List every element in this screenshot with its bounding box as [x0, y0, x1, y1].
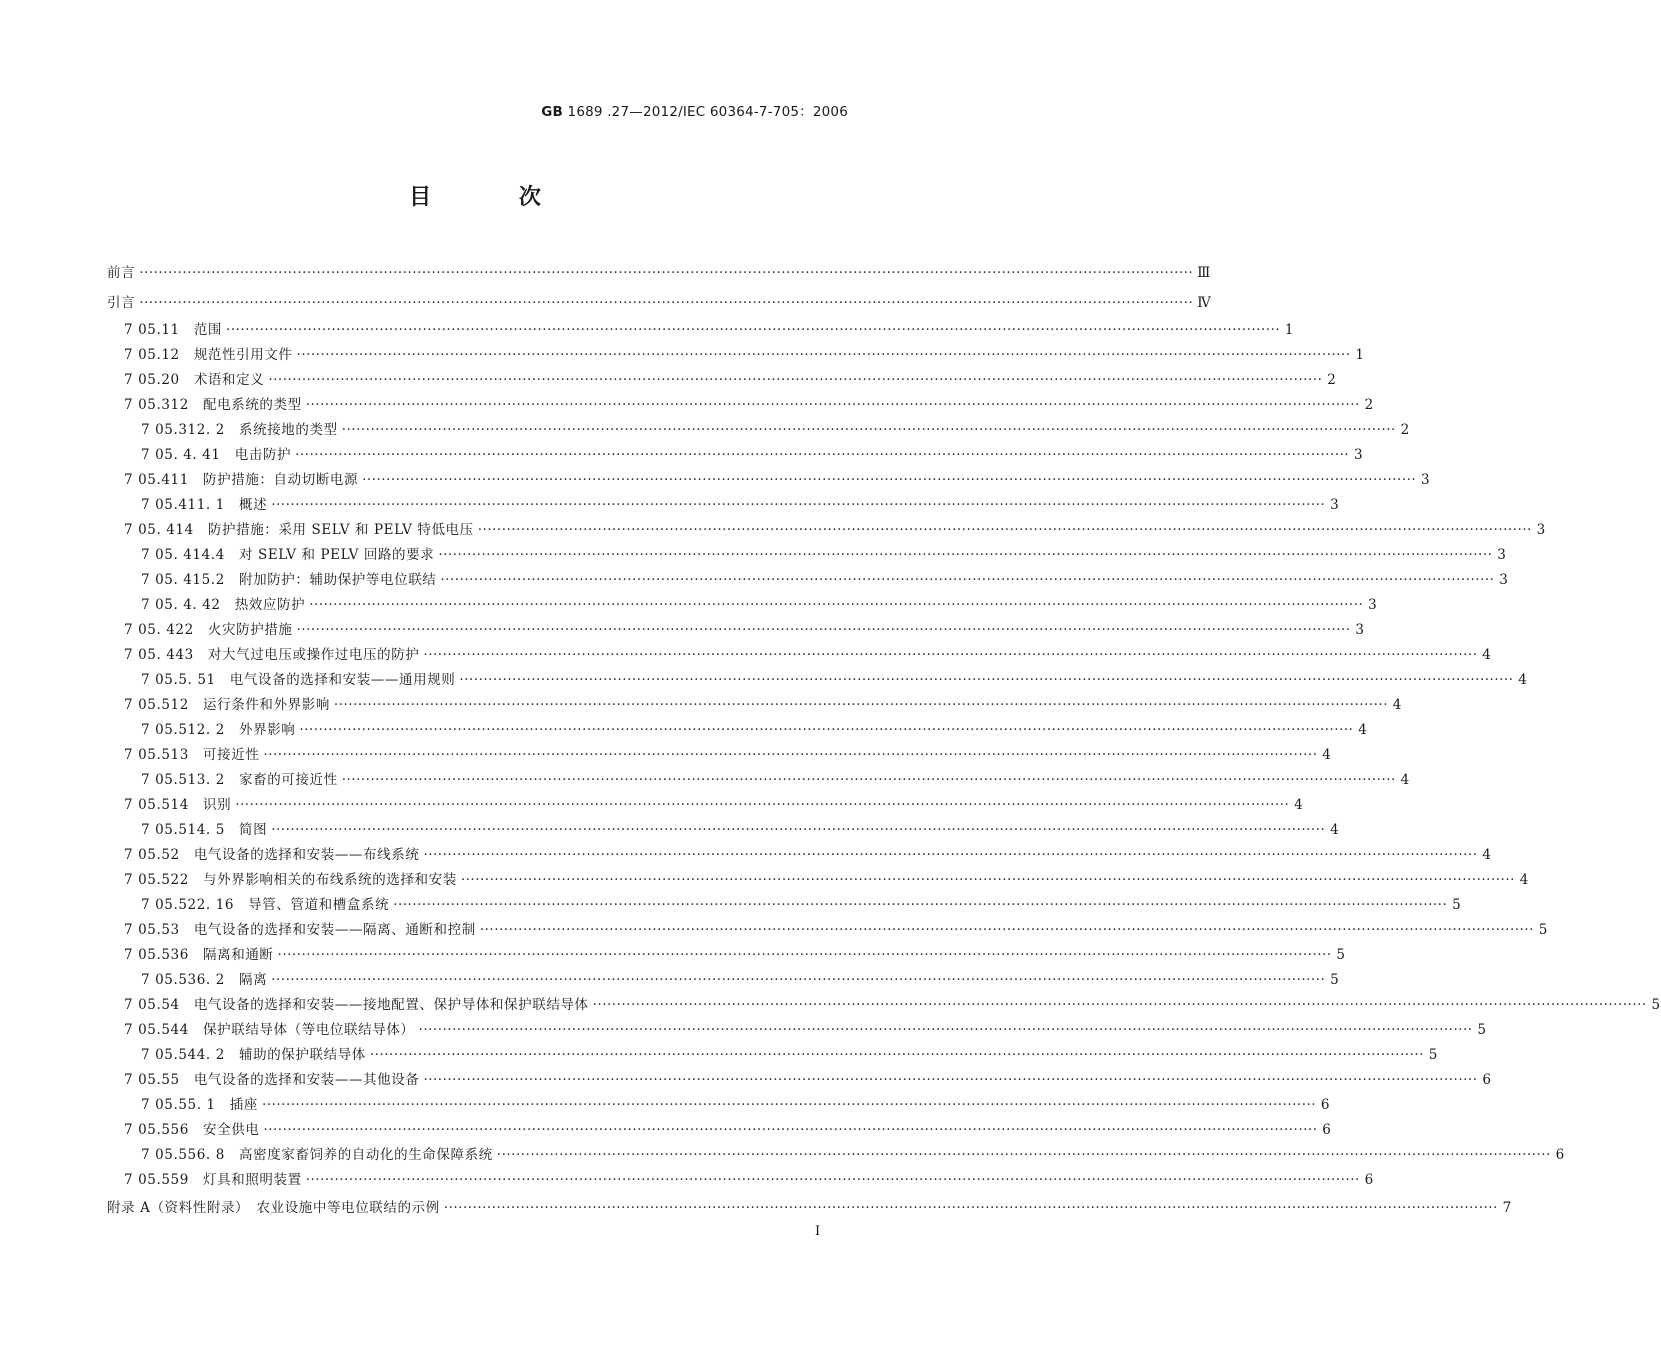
toc-entry[interactable]: [107, 443, 1364, 468]
toc-dot-leader: ····························································································································································································································: [459, 672, 1514, 688]
toc-entry[interactable]: [107, 493, 1340, 518]
toc-entry[interactable]: [107, 868, 1529, 893]
toc-entry[interactable]: [107, 1018, 1487, 1043]
toc-dot-leader: ····························································································································································································································: [309, 597, 1364, 613]
toc-dot-leader: ····························································································································································································································: [263, 747, 1318, 763]
toc-entry-label: 7 05.20 术语和定义: [124, 372, 265, 388]
toc-dot-leader: ····························································································································································································································: [423, 847, 1478, 863]
toc-entry[interactable]: [107, 818, 1340, 843]
toc-entry-page: 1: [1355, 347, 1365, 363]
toc-dot-leader: ····························································································································································································································: [139, 265, 1194, 281]
toc-entry-label: 7 05.411. 1 概述: [141, 497, 268, 513]
toc-title: 目 次: [409, 185, 581, 210]
toc-dot-leader: ····························································································································································································································: [423, 647, 1478, 663]
toc-entry-page: 7: [1502, 1200, 1512, 1216]
toc-entry-page: 4: [1400, 772, 1410, 788]
toc-dot-leader: ····························································································································································································································: [477, 522, 1532, 538]
toc-entry[interactable]: [107, 593, 1378, 618]
toc-entry[interactable]: [107, 943, 1346, 968]
toc-entry-page: 3: [1368, 597, 1378, 613]
toc-dot-leader: ····························································································································································································································: [271, 822, 1326, 838]
toc-dot-leader: ····························································································································································································································: [341, 422, 1396, 438]
toc-entry-label: 7 05.536 隔离和通断: [124, 947, 274, 963]
toc-entry[interactable]: [107, 618, 1365, 643]
toc-dot-leader: ····························································································································································································································: [226, 322, 1281, 338]
toc-entry-page: 2: [1327, 372, 1337, 388]
toc-entry-page: 2: [1364, 397, 1374, 413]
page-number: Ⅰ: [815, 1224, 821, 1239]
toc-entry-label: 7 05. 414 防护措施：采用 SELV 和 PELV 特低电压: [124, 522, 474, 538]
toc-entry-label: 7 05. 4. 41 电击防护: [141, 447, 292, 463]
toc-entry-page: 5: [1330, 972, 1340, 988]
toc-entry[interactable]: [107, 368, 1337, 393]
toc-entry[interactable]: [107, 393, 1374, 418]
toc-entry-page: 5: [1336, 947, 1346, 963]
toc-dot-leader: ····························································································································································································································: [479, 922, 1534, 938]
toc-entry-label: 7 05.544 保护联结导体（等电位联结导体）: [124, 1022, 415, 1038]
toc-entry[interactable]: [107, 918, 1548, 943]
toc-entry-page: 1: [1284, 322, 1295, 338]
toc-dot-leader: ····························································································································································································································: [423, 1072, 1478, 1088]
toc-entry-page: Ⅲ: [1197, 265, 1211, 281]
standard-prefix: GB: [541, 104, 564, 120]
toc-entry-page: 5: [1477, 1022, 1487, 1038]
toc-entry-page: 3: [1353, 447, 1364, 463]
toc-entry[interactable]: [107, 718, 1368, 743]
toc-entry-page: 2: [1400, 422, 1410, 438]
toc-dot-leader: ····························································································································································································································: [268, 372, 1323, 388]
toc-dot-leader: ····························································································································································································································: [271, 497, 1326, 513]
toc-entry[interactable]: [107, 318, 1295, 343]
standard-code: 1689 .27—2012/IEC 60364-7-705：2006: [567, 104, 848, 120]
toc-entry-label: 7 05.512 运行条件和外界影响: [124, 697, 330, 713]
toc-entry-page: 4: [1518, 672, 1528, 688]
toc-entry-label: 7 05.312. 2 系统接地的类型: [141, 422, 338, 438]
toc-dot-leader: ····························································································································································································································: [305, 397, 1360, 413]
toc-dot-leader: ····························································································································································································································: [262, 1097, 1317, 1113]
toc-entry-label: 附录 A（资料性附录） 农业设施中等电位联结的示例: [107, 1200, 440, 1216]
toc-dot-leader: ····························································································································································································································: [362, 472, 1417, 488]
table-of-contents: [107, 258, 1661, 1223]
toc-entry-label: 7 05. 443 对大气过电压或操作过电压的防护: [124, 647, 420, 663]
toc-entry-page: 3: [1499, 572, 1509, 588]
toc-entry[interactable]: [107, 1093, 1331, 1118]
toc-entry-label: 7 05.513. 2 家畜的可接近性: [141, 772, 338, 788]
toc-entry[interactable]: [107, 793, 1304, 818]
toc-entry-page: 3: [1421, 472, 1431, 488]
toc-entry-page: 6: [1320, 1097, 1331, 1113]
toc-entry-page: 4: [1482, 847, 1492, 863]
toc-entry-label: 7 05.556. 8 高密度家畜饲养的自动化的生命保障系统: [141, 1147, 493, 1163]
toc-entry-page: 6: [1482, 1072, 1492, 1088]
toc-entry-label: 7 05. 415.2 附加防护：辅助保护等电位联结: [141, 572, 437, 588]
toc-entry[interactable]: [107, 968, 1340, 993]
toc-entry-page: 3: [1497, 547, 1507, 563]
toc-entry-label: 7 05.12 规范性引用文件: [124, 347, 293, 363]
toc-entry-label: 7 05.5. 51 电气设备的选择和安装——通用规则: [141, 672, 456, 688]
toc-entry-label: 7 05.514. 5 简图: [141, 822, 268, 838]
toc-entry-page: 6: [1555, 1147, 1565, 1163]
toc-entry[interactable]: [107, 568, 1509, 593]
toc-entry-label: 7 05. 422 火灾防护措施: [124, 622, 293, 638]
toc-dot-leader: ····························································································································································································································: [295, 447, 1350, 463]
toc-entry-label: 7 05.54 电气设备的选择和安装——接地配置、保护导体和保护联结导体: [124, 997, 589, 1013]
toc-entry-page: Ⅳ: [1197, 295, 1212, 311]
toc-entry-page: 3: [1330, 497, 1340, 513]
toc-entry-label: 7 05.522. 16 导管、管道和槽盒系统: [141, 897, 390, 913]
toc-entry[interactable]: [107, 288, 1212, 318]
toc-entry-label: 7 05. 4. 42 热效应防护: [141, 597, 306, 613]
toc-entry[interactable]: [107, 743, 1332, 768]
toc-entry-label: 前言: [107, 265, 136, 281]
toc-dot-leader: ····························································································································································································································: [443, 1200, 1498, 1216]
toc-entry[interactable]: [107, 643, 1492, 668]
toc-entry[interactable]: [107, 668, 1528, 693]
toc-dot-leader: ····························································································································································································································: [460, 872, 1515, 888]
toc-entry-page: 3: [1536, 522, 1546, 538]
toc-dot-leader: ····························································································································································································································: [305, 1172, 1360, 1188]
toc-dot-leader: ····························································································································································································································: [333, 697, 1388, 713]
toc-dot-leader: ····························································································································································································································: [440, 572, 1495, 588]
toc-dot-leader: ····························································································································································································································: [393, 897, 1448, 913]
toc-entry-page: 3: [1355, 622, 1365, 638]
toc-dot-leader: ····························································································································································································································: [341, 772, 1396, 788]
toc-entry-page: 5: [1452, 897, 1462, 913]
toc-dot-leader: ····························································································································································································································: [296, 347, 1351, 363]
toc-entry[interactable]: [107, 1118, 1332, 1143]
toc-entry-page: 6: [1364, 1172, 1374, 1188]
toc-entry[interactable]: [107, 1193, 1512, 1223]
toc-entry-page: 4: [1358, 722, 1368, 738]
toc-entry-label: 7 05.52 电气设备的选择和安装——布线系统: [124, 847, 420, 863]
toc-dot-leader: ····························································································································································································································: [299, 722, 1354, 738]
toc-entry-page: 4: [1330, 822, 1340, 838]
toc-dot-leader: ····························································································································································································································: [235, 797, 1290, 813]
toc-entry[interactable]: [107, 993, 1661, 1018]
toc-entry[interactable]: [107, 343, 1365, 368]
toc-entry-page: 5: [1428, 1047, 1438, 1063]
toc-entry-label: 引言: [107, 295, 136, 311]
toc-entry-label: 7 05.544. 2 辅助的保护联结导体: [141, 1047, 366, 1063]
toc-entry-label: 7 05.312 配电系统的类型: [124, 397, 302, 413]
toc-entry-page: 4: [1482, 647, 1492, 663]
standard-number-header: [541, 100, 848, 120]
toc-entry-label: 7 05. 414.4 对 SELV 和 PELV 回路的要求: [141, 547, 435, 563]
toc-entry-label: 7 05.536. 2 隔离: [141, 972, 268, 988]
toc-entry-label: 7 05.559 灯具和照明装置: [124, 1172, 302, 1188]
toc-dot-leader: ····························································································································································································································: [139, 295, 1194, 311]
toc-entry-label: 7 05.11 范围: [124, 322, 223, 338]
toc-entry[interactable]: [107, 468, 1431, 493]
toc-entry[interactable]: [107, 693, 1402, 718]
toc-dot-leader: ····························································································································································································································: [271, 972, 1326, 988]
toc-entry[interactable]: [107, 543, 1507, 568]
toc-entry-label: 7 05.411 防护措施：自动切断电源: [124, 472, 359, 488]
toc-dot-leader: ····························································································································································································································: [369, 1047, 1424, 1063]
toc-entry-page: 6: [1322, 1122, 1332, 1138]
toc-dot-leader: ····························································································································································································································: [277, 947, 1332, 963]
toc-entry[interactable]: [107, 1068, 1492, 1093]
toc-dot-leader: ····························································································································································································································: [263, 1122, 1318, 1138]
toc-entry-label: 7 05.512. 2 外界影响: [141, 722, 296, 738]
toc-entry-label: 7 05.514 识别: [124, 797, 232, 813]
toc-entry-label: 7 05.55 电气设备的选择和安装——其他设备: [124, 1072, 420, 1088]
toc-entry[interactable]: [107, 843, 1492, 868]
toc-dot-leader: ····························································································································································································································: [418, 1022, 1473, 1038]
toc-entry-page: 5: [1538, 922, 1548, 938]
toc-entry-page: 5: [1651, 997, 1661, 1013]
toc-entry-label: 7 05.522 与外界影响相关的布线系统的选择和安装: [124, 872, 457, 888]
toc-entry-label: 7 05.556 安全供电: [124, 1122, 260, 1138]
toc-entry[interactable]: [107, 768, 1410, 793]
toc-entry-label: 7 05.55. 1 插座: [141, 1097, 258, 1113]
toc-dot-leader: ····························································································································································································································: [592, 997, 1647, 1013]
toc-entry-label: 7 05.513 可接近性: [124, 747, 260, 763]
toc-dot-leader: ····························································································································································································································: [496, 1147, 1551, 1163]
toc-dot-leader: ····························································································································································································································: [438, 547, 1493, 563]
toc-entry-page: 4: [1322, 747, 1332, 763]
toc-entry[interactable]: [107, 258, 1211, 288]
toc-entry-page: 4: [1519, 872, 1529, 888]
toc-entry[interactable]: [107, 1143, 1565, 1168]
toc-entry-label: 7 05.53 电气设备的选择和安装——隔离、通断和控制: [124, 922, 476, 938]
toc-entry[interactable]: [107, 893, 1462, 918]
toc-entry-page: 4: [1392, 697, 1402, 713]
toc-entry[interactable]: [107, 1168, 1374, 1193]
toc-dot-leader: ····························································································································································································································: [296, 622, 1351, 638]
toc-entry[interactable]: [107, 518, 1546, 543]
toc-entry[interactable]: [107, 1043, 1438, 1068]
toc-entry[interactable]: [107, 418, 1410, 443]
toc-entry-page: 4: [1294, 797, 1304, 813]
